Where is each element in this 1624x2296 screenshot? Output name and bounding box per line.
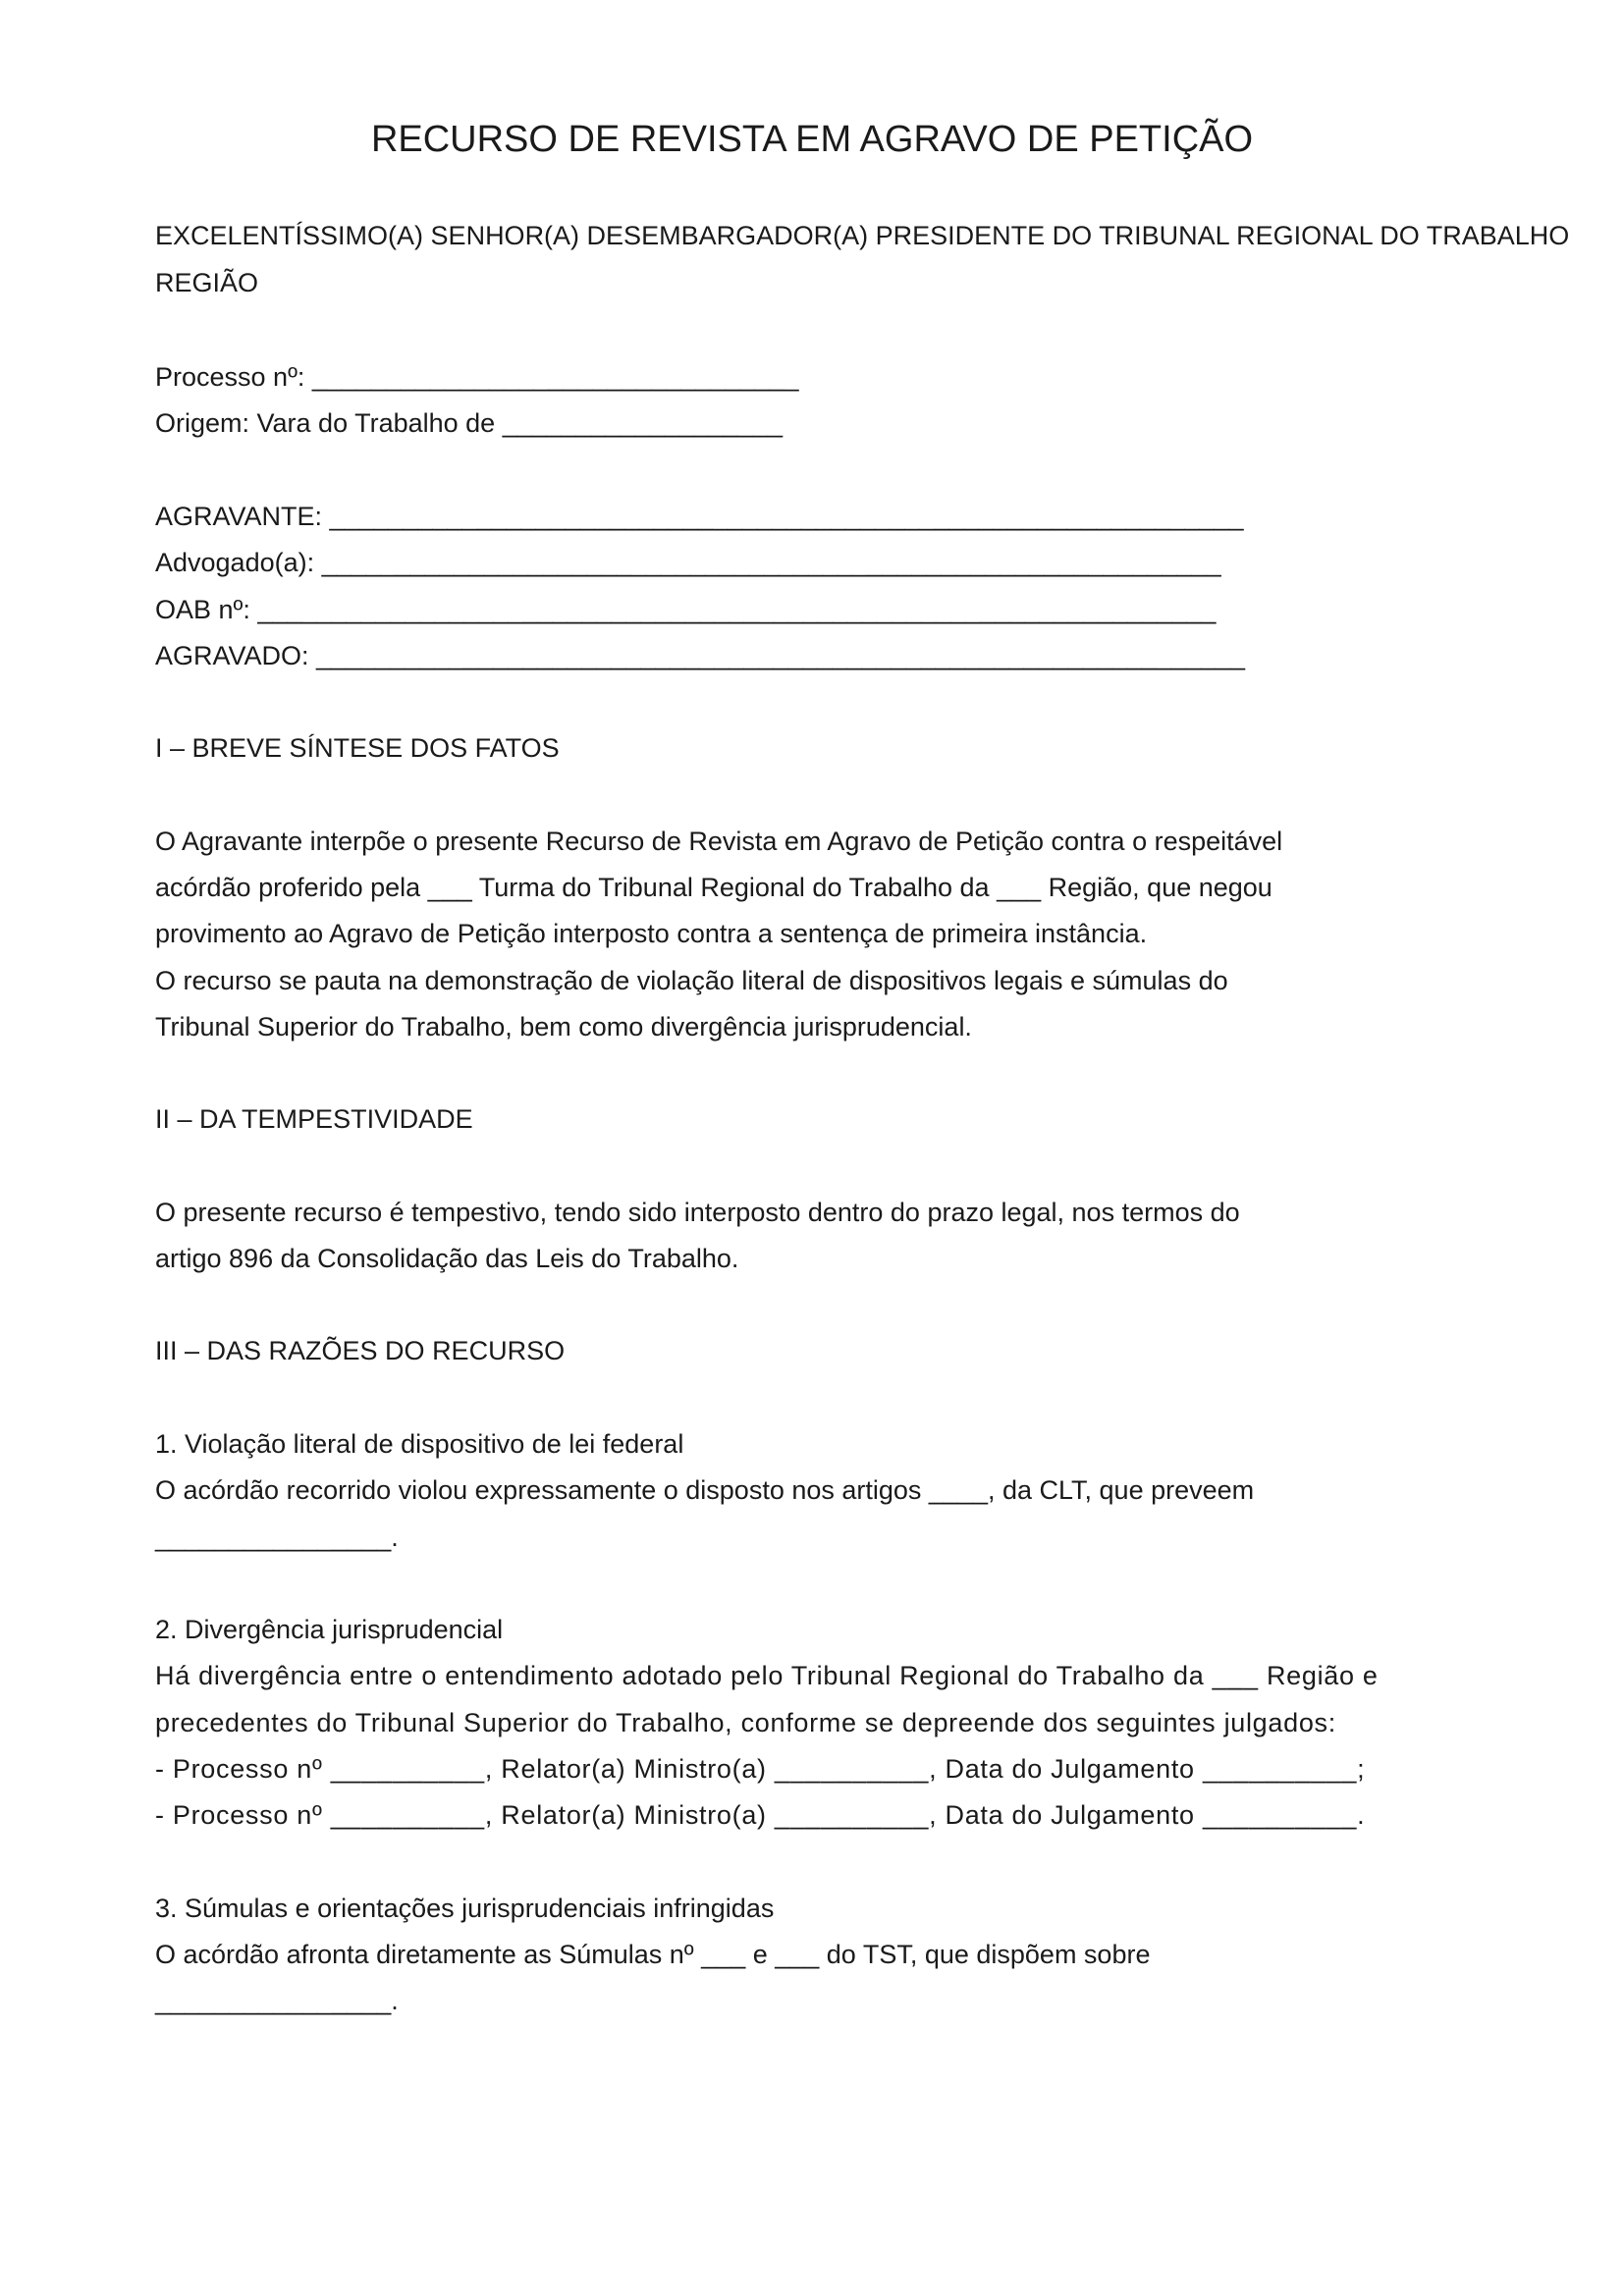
- item-3-heading: 3. Súmulas e orientações jurisprudenciais infringidas: [155, 1894, 775, 1923]
- item-1-heading: 1. Violação literal de dispositivo de lei federal: [155, 1429, 684, 1459]
- agravado-field: AGRAVADO: _______________________________________________________________: [155, 641, 1246, 670]
- item-2-line: - Processo nº __________, Relator(a) Ministro(a) __________, Data do Julgamento __________;: [155, 1754, 1366, 1784]
- section-3-heading: III – DAS RAZÕES DO RECURSO: [155, 1336, 566, 1365]
- agravante-field: AGRAVANTE: ______________________________________________________________: [155, 502, 1244, 531]
- section-2-heading: II – DA TEMPESTIVIDADE: [155, 1104, 473, 1134]
- item-2-line: Há divergência entre o entendimento adotado pelo Tribunal Regional do Trabalho da ___ Região e: [155, 1661, 1379, 1690]
- section-1-line: O Agravante interpõe o presente Recurso de Revista em Agravo de Petição contra o respeitável: [155, 827, 1283, 856]
- item-2-line: - Processo nº __________, Relator(a) Ministro(a) __________, Data do Julgamento __________.: [155, 1800, 1366, 1830]
- item-1-line: ________________.: [155, 1522, 399, 1552]
- section-1-line: acórdão proferido pela ___ Turma do Tribunal Regional do Trabalho da ___ Região, que negou: [155, 873, 1272, 902]
- section-1-line: provimento ao Agravo de Petição interposto contra a sentença de primeira instância.: [155, 919, 1148, 948]
- item-1-line: O acórdão recorrido violou expressamente o disposto nos artigos ____, da CLT, que preveem: [155, 1475, 1255, 1505]
- section-1-line: Tribunal Superior do Trabalho, bem como divergência jurisprudencial.: [155, 1012, 972, 1041]
- item-3-line: O acórdão afronta diretamente as Súmulas nº ___ e ___ do TST, que dispõem sobre: [155, 1940, 1151, 1969]
- addressee-line-2: REGIÃO: [155, 268, 259, 297]
- section-2-line: artigo 896 da Consolidação das Leis do Trabalho.: [155, 1244, 739, 1273]
- processo-field: Processo nº: _________________________________: [155, 362, 799, 392]
- section-1-heading: I – BREVE SÍNTESE DOS FATOS: [155, 733, 560, 763]
- section-1-line: O recurso se pauta na demonstração de violação literal de dispositivos legais e súmulas do: [155, 966, 1228, 995]
- item-2-heading: 2. Divergência jurisprudencial: [155, 1615, 504, 1644]
- oab-field: OAB nº: _________________________________________________________________: [155, 595, 1217, 624]
- item-3-line: ________________.: [155, 1986, 399, 2015]
- origem-field: Origem: Vara do Trabalho de ___________________: [155, 408, 783, 438]
- section-2-line: O presente recurso é tempestivo, tendo sido interposto dentro do prazo legal, nos termos do: [155, 1198, 1240, 1227]
- item-2-line: precedentes do Tribunal Superior do Trabalho, conforme se depreende dos seguintes julgados:: [155, 1708, 1336, 1737]
- addressee-line-1: EXCELENTÍSSIMO(A) SENHOR(A) DESEMBARGADOR(A) PRESIDENTE DO TRIBUNAL REGIONAL DO TRABALHO: [155, 221, 1570, 250]
- document-title: RECURSO DE REVISTA EM AGRAVO DE PETIÇÃO: [370, 119, 1254, 160]
- advogado-field: Advogado(a): _____________________________________________________________: [155, 548, 1221, 577]
